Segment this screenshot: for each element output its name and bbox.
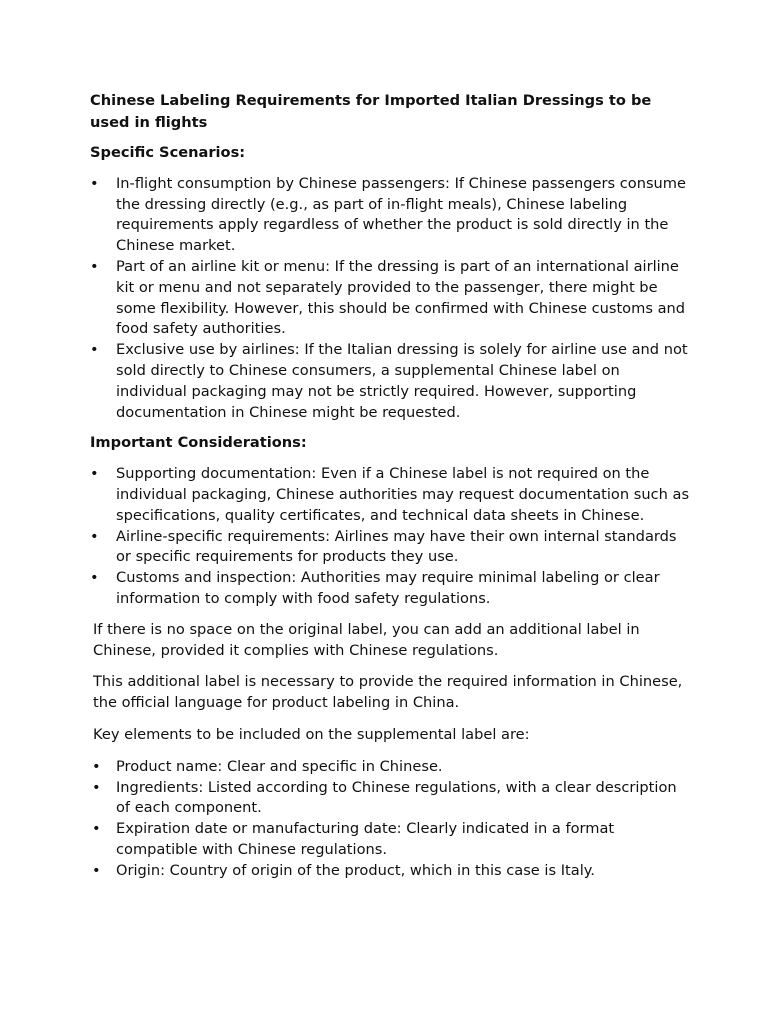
specific-scenarios-list — [90, 174, 690, 424]
bullet-icon: • — [92, 757, 101, 775]
list-item — [90, 257, 690, 340]
bullet-icon: • — [90, 257, 99, 275]
list-item-text: Expiration date or manufacturing date: Clearly indicated in a format compatible with Chinese regulations. — [116, 820, 615, 858]
bullet-icon: • — [90, 341, 99, 359]
bullet-icon: • — [90, 527, 99, 545]
important-considerations-heading: Important Considerations: — [90, 434, 307, 452]
list-item — [90, 568, 690, 610]
list-item-text: Part of an airline kit or menu: If the dressing is part of an international airline kit or menu and not separately provided to the passenger, there might be some flexibility. However, this should be confirmed with Chinese customs and food safety authorities. — [116, 257, 686, 338]
list-item — [90, 819, 690, 861]
paragraph-additional-label: If there is no space on the original label, you can add an additional label in Chinese, provided it complies with Chinese regulations. — [93, 620, 640, 659]
list-item-text: In-flight consumption by Chinese passengers: If Chinese passengers consume the dressing directly (e.g., as part of in-flight meals), Chinese labeling requirements apply regardless of whether the product is sold directly in the Chinese market. — [116, 174, 686, 255]
list-item — [90, 861, 690, 882]
list-item-text: Supporting documentation: Even if a Chinese label is not required on the individual packaging, Chinese authorities may request documentation such as specifications, quality certificates, and technical data sheets in Chinese. — [116, 465, 690, 524]
list-item — [90, 778, 690, 820]
list-item-text: Exclusive use by airlines: If the Italian dressing is solely for airline use and not sold directly to Chinese consumers, a supplemental Chinese label on individual packaging may not be strictly required. However, supporting documentation in Chinese might be requested. — [116, 341, 688, 421]
bullet-icon: • — [90, 569, 99, 587]
list-item — [90, 527, 690, 569]
list-item-text: Ingredients: Listed according to Chinese regulations, with a clear description of each component. — [116, 778, 677, 817]
list-item — [90, 757, 690, 778]
document-page — [90, 90, 690, 882]
bullet-icon: • — [92, 820, 101, 838]
list-item-text: Product name: Clear and specific in Chinese. — [116, 757, 443, 775]
specific-scenarios-heading: Specific Scenarios: — [90, 144, 246, 161]
list-item — [90, 340, 690, 423]
important-considerations-list — [90, 464, 690, 610]
paragraph-label-necessity: This additional label is necessary to provide the required information in Chinese, the official language for product labeling in China. — [93, 673, 683, 712]
list-item-text: Airline-specific requirements: Airlines may have their own internal standards or specific requirements for products they use. — [116, 527, 677, 566]
list-item — [90, 174, 690, 257]
list-item-text: Customs and inspection: Authorities may require minimal labeling or clear information to comply with food safety regulations. — [116, 569, 660, 607]
key-elements-list — [90, 757, 690, 882]
bullet-icon: • — [90, 174, 99, 192]
document-title: Chinese Labeling Requirements for Imported Italian Dressings to be used in flights — [90, 92, 652, 131]
list-item — [90, 464, 690, 526]
list-item-text: Origin: Country of origin of the product, which in this case is Italy. — [116, 861, 595, 879]
bullet-icon: • — [92, 861, 101, 879]
paragraph-key-elements-intro: Key elements to be included on the supplemental label are: — [93, 725, 530, 743]
bullet-icon: • — [90, 465, 99, 483]
bullet-icon: • — [92, 778, 101, 796]
